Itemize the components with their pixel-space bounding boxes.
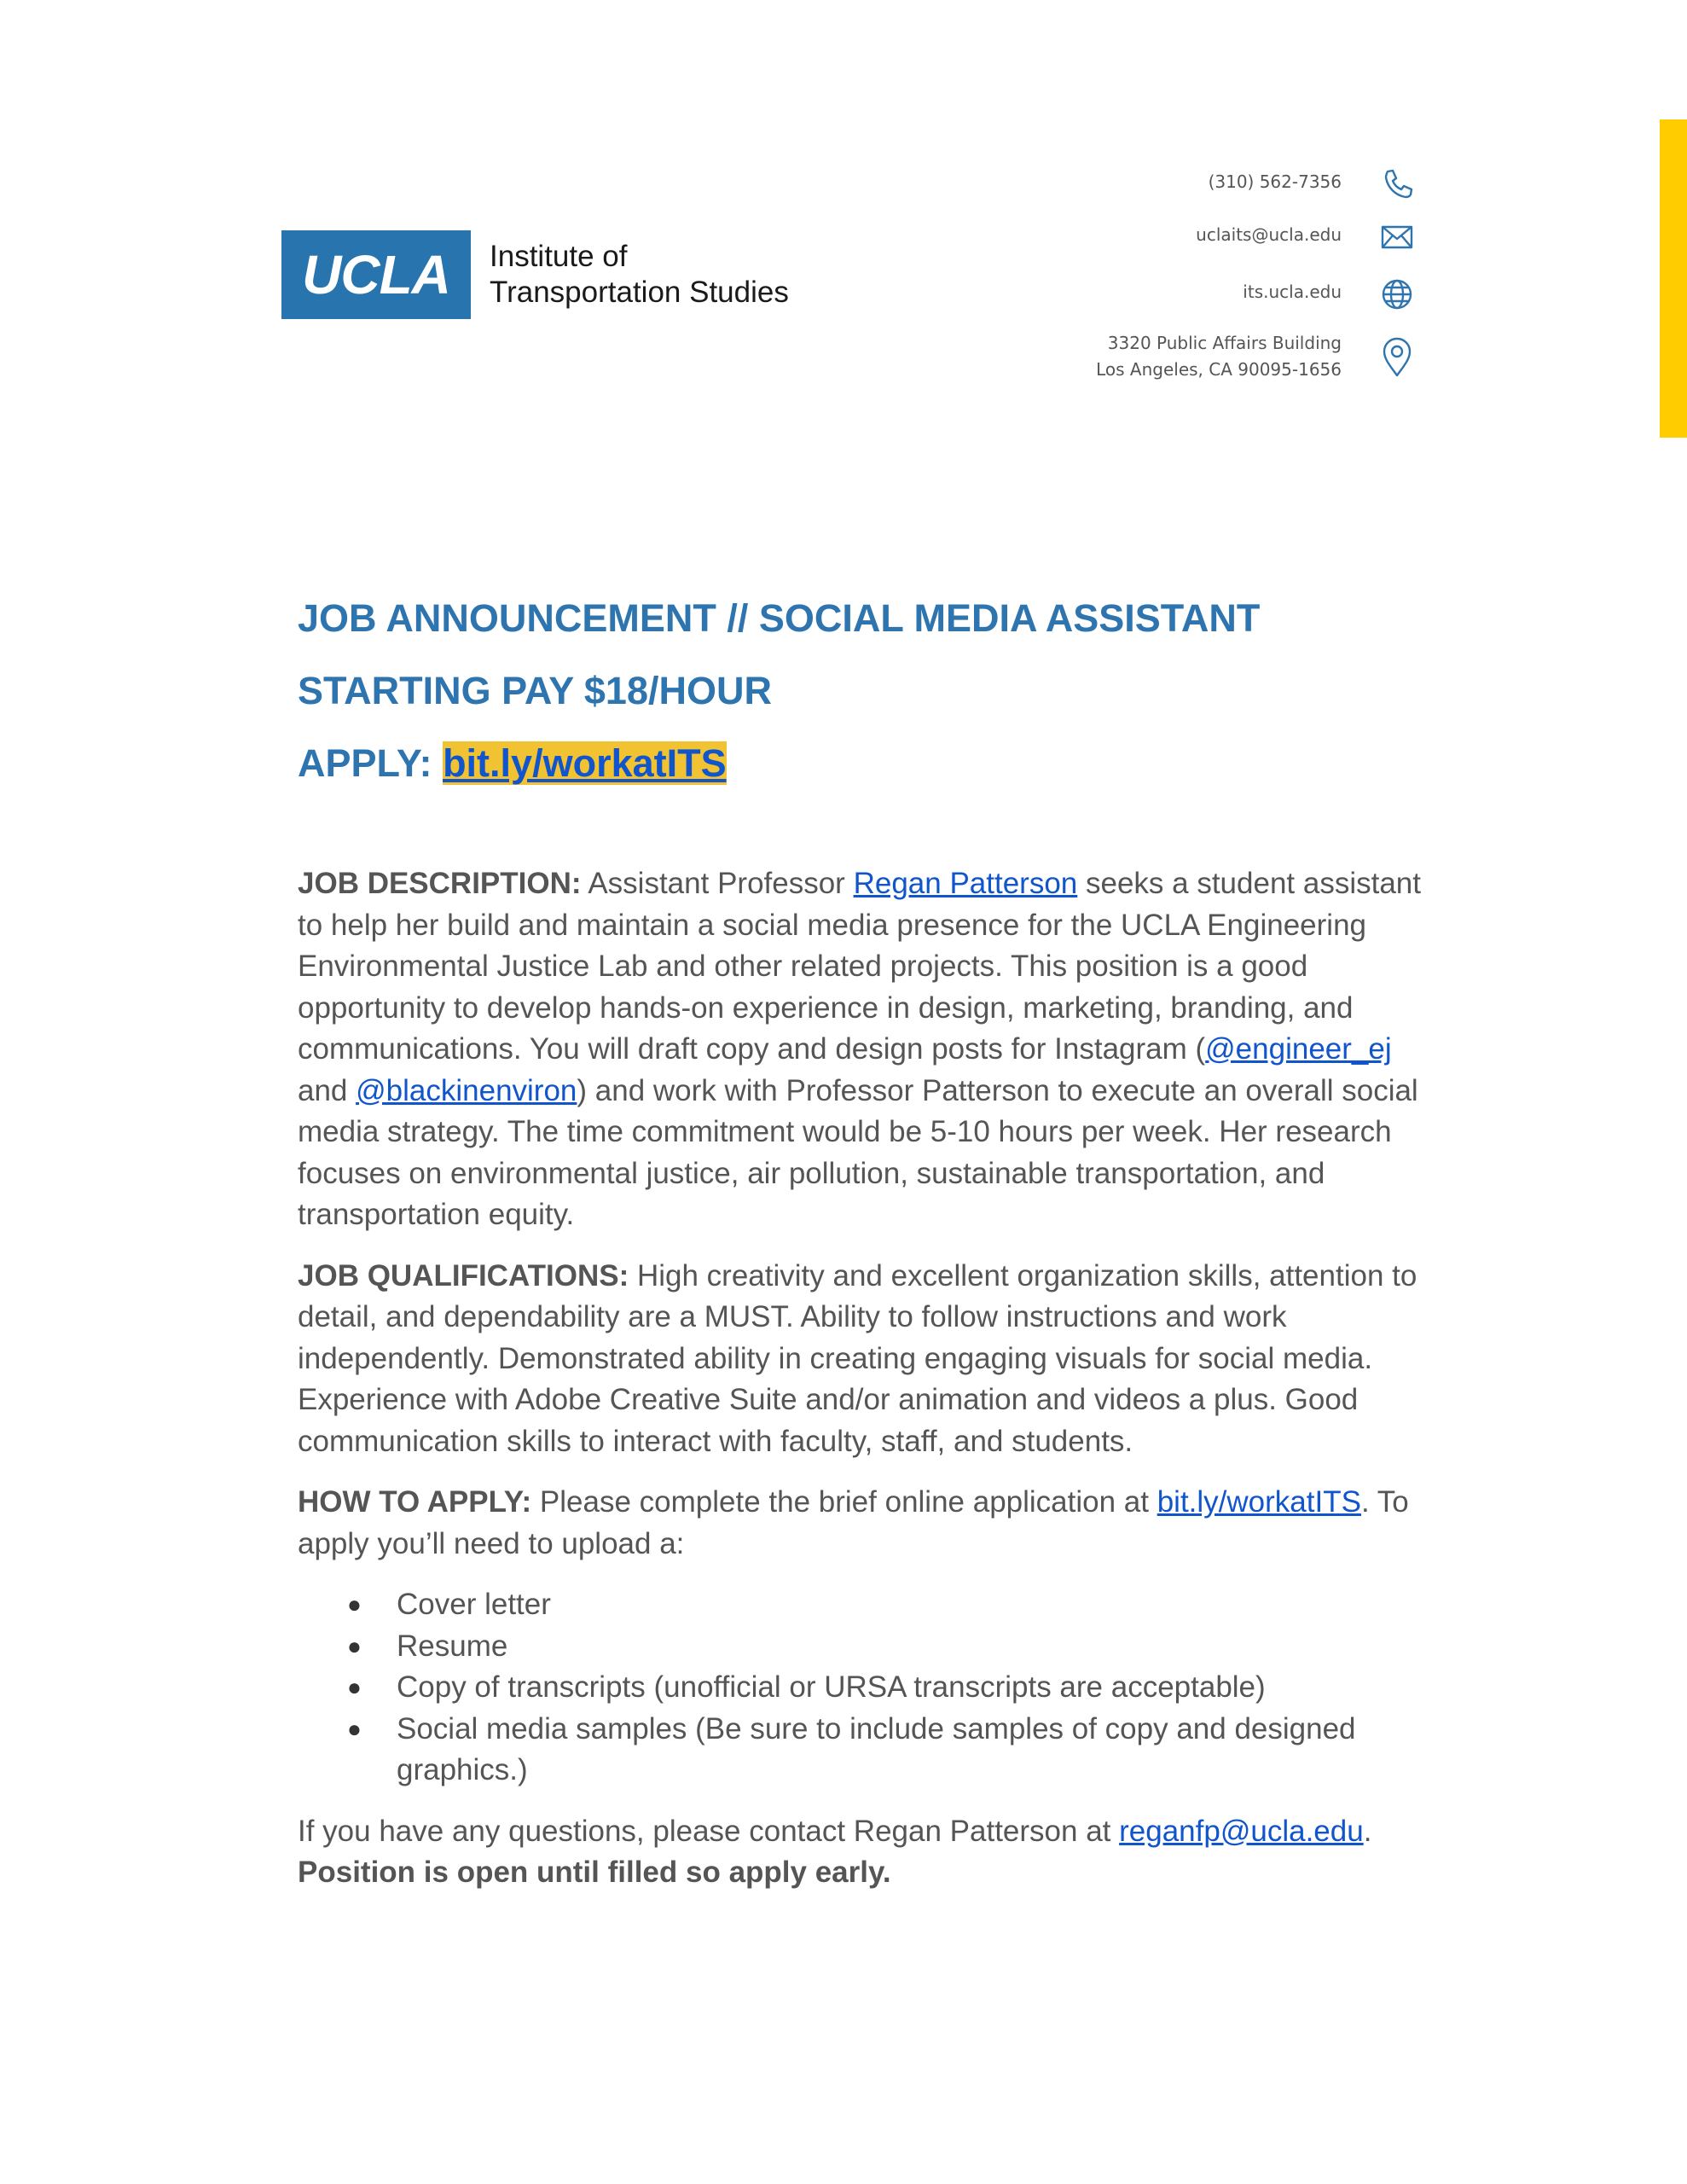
- how-to-apply-label: HOW TO APPLY:: [298, 1485, 532, 1519]
- globe-icon: [1380, 277, 1414, 311]
- list-item-social-samples: ● Social media samples (Be sure to include samples of copy and designed graphics.): [397, 1709, 1432, 1792]
- pay-heading: STARTING PAY $18/HOUR: [298, 669, 772, 712]
- phone-icon: [1380, 167, 1414, 201]
- mail-icon: [1380, 220, 1414, 254]
- location-pin-icon: [1380, 337, 1414, 378]
- ucla-its-logo: [281, 230, 789, 319]
- closing-text-2: .: [1363, 1814, 1372, 1848]
- regan-patterson-link[interactable]: Regan Patterson: [853, 867, 1078, 900]
- logo-line-2: Transportation Studies: [490, 276, 789, 309]
- announcement-headings: [298, 582, 1260, 799]
- logo-line-1: Institute of: [490, 240, 628, 273]
- apply-link-highlighted[interactable]: bit.ly/workatITS: [443, 741, 727, 785]
- contact-website[interactable]: its.ucla.edu: [1243, 282, 1342, 302]
- contact-email-link[interactable]: reganfp@ucla.edu: [1119, 1814, 1364, 1848]
- address-line-1: 3320 Public Affairs Building: [1107, 333, 1342, 353]
- description-text-2: seeks a student assistant to help her build and maintain a social media presence for the UCLA Engineering Environmental Justice Lab and other related projects. This position is a good opportunity to develop hands-on experience in design, marketing, branding, and communications. You will draft copy and design posts for Instagram (: [298, 867, 1421, 1066]
- required-documents-list: [298, 1584, 1432, 1792]
- contact-phone[interactable]: (310) 562-7356: [1208, 171, 1342, 192]
- job-qualifications-label: JOB QUALIFICATIONS:: [298, 1258, 629, 1292]
- job-qualifications-paragraph: [298, 1256, 1432, 1463]
- how-to-apply-paragraph: [298, 1482, 1432, 1565]
- description-text-1: Assistant Professor: [581, 867, 854, 900]
- apply-heading: [298, 727, 1260, 799]
- closing-bold-note: Position is open until filled so apply early.: [298, 1856, 891, 1889]
- how-to-apply-text-1: Please complete the brief online application at: [531, 1485, 1157, 1519]
- description-text-3: and: [298, 1073, 357, 1107]
- document-body: [298, 863, 1432, 1894]
- qualifications-text: High creativity and excellent organization skills, attention to detail, and dependability are a MUST. Ability to follow instructions and work independently. Demonstrated ability in creating engaging visuals for social media. Experience with Adobe Creative Suite and/or animation and videos a plus. Good communication skills to interact with faculty, staff, and students.: [298, 1258, 1417, 1458]
- address-line-2: Los Angeles, CA 90095-1656: [1096, 359, 1342, 380]
- job-title-heading: JOB ANNOUNCEMENT // SOCIAL MEDIA ASSISTANT: [298, 596, 1261, 640]
- accent-tab: [1660, 119, 1687, 438]
- list-item-transcripts: ● Copy of transcripts (unofficial or URSA transcripts are acceptable): [397, 1667, 1432, 1709]
- ucla-logo-mark: UCLA: [281, 230, 471, 319]
- apply-label: APPLY:: [298, 741, 432, 785]
- job-description-paragraph: [298, 863, 1432, 1236]
- engineer-ej-link[interactable]: @engineer_ej: [1205, 1032, 1392, 1066]
- logo-institute-name: [490, 239, 789, 311]
- list-item-cover-letter: ● Cover letter: [397, 1584, 1432, 1626]
- how-to-apply-text-2: . To apply you’ll need to upload a:: [298, 1485, 1409, 1560]
- blackinenviron-link[interactable]: @blackinenviron: [356, 1073, 577, 1107]
- contact-email[interactable]: uclaits@ucla.edu: [1196, 224, 1342, 245]
- closing-paragraph: [298, 1811, 1432, 1894]
- description-text-4: ) and work with Professor Patterson to execute an overall social media strategy. The time commitment would be 5-10 hours per week. Her research focuses on environmental justice, air pollution, sustainable transportation, and transportation equity.: [298, 1073, 1418, 1231]
- apply-url-link[interactable]: bit.ly/workatITS: [1157, 1485, 1361, 1519]
- list-item-resume: ● Resume: [397, 1626, 1432, 1668]
- contact-address: [1096, 330, 1342, 383]
- closing-text-1: If you have any questions, please contact Regan Patterson at: [298, 1814, 1120, 1848]
- job-description-label: JOB DESCRIPTION:: [298, 867, 582, 900]
